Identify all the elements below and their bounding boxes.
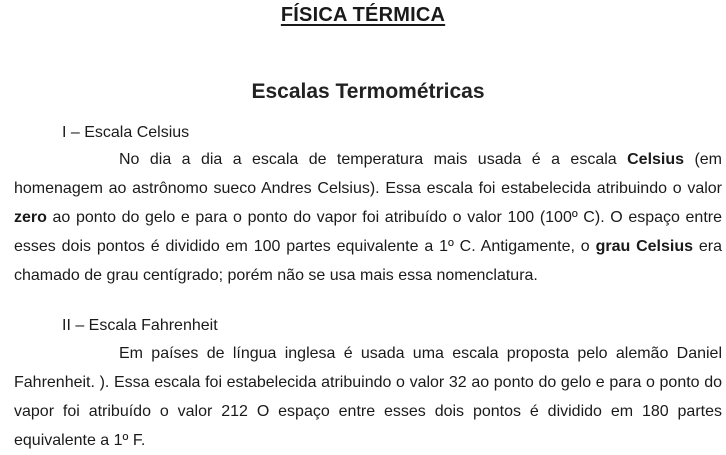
bold-term-celsius: Celsius	[627, 151, 685, 168]
paragraph-text: No dia a dia a escala de temperatura mais usada é a escala	[119, 151, 628, 168]
paragraph-text: ao ponto do gelo e para o ponto do vapor foi atribuído o valor 100 (100º C). O espaço entre esses dois pontos é dividido em 100 partes equivalente a 1º C. Antigamente, o	[14, 209, 722, 255]
section-heading-fahrenheit: II – Escala Fahrenheit	[62, 317, 218, 334]
page-title: FÍSICA TÉRMICA	[280, 4, 446, 26]
bold-term-grau-celsius: grau Celsius	[595, 238, 694, 255]
page-subtitle: Escalas Termométricas	[251, 80, 485, 103]
paragraph-celsius	[14, 145, 722, 290]
paragraph-text: (em homenagem ao astrônomo sueco Andres Celsius). Essa escala foi estabelecida atribuindo o valor	[14, 151, 723, 197]
bold-term-zero: zero	[14, 209, 47, 226]
paragraph-fahrenheit: Em países de língua inglesa é usada uma escala proposta pelo alemão Daniel Fahrenheit. ). Essa escala foi estabelecida atribuindo o valor 32 ao ponto do gelo e para o ponto do vapor foi atribuído o valor 212 O espaço entre esses dois pontos é dividido em 180 partes equivalente a 1º F.	[14, 345, 722, 449]
paragraph-text: era chamado de grau centígrado; porém não se usa mais essa nomenclatura.	[14, 238, 723, 284]
section-heading-celsius: I – Escala Celsius	[62, 124, 190, 141]
